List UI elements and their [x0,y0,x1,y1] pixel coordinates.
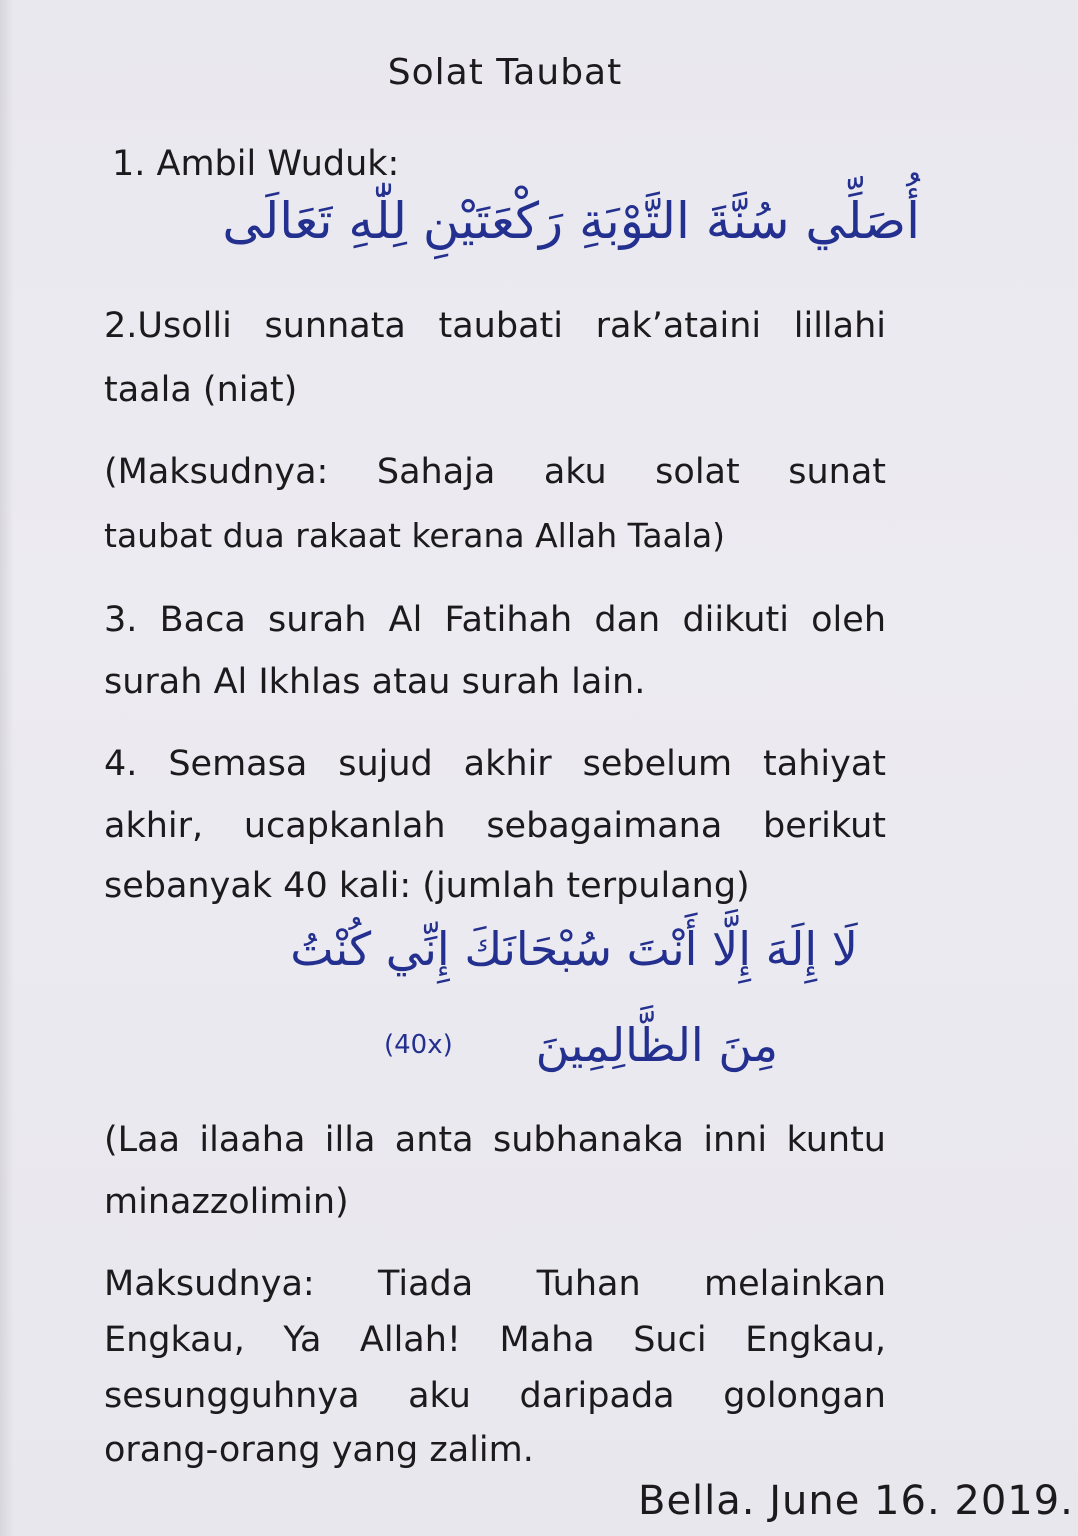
step-1: 1. Ambil Wuduk: [112,144,400,184]
step-4-line-3: sebanyak 40 kali: (jumlah terpulang) [104,866,750,906]
arabic-doa-line-2: مِنَ الظَّالِمِينَ [535,1018,778,1072]
meaning-1-line-2: taubat dua rakaat kerana Allah Taala) [104,516,726,555]
meaning-2-line-2: Engkau, Ya Allah! Maha Suci Engkau, [104,1320,886,1360]
paper-edge-shadow [0,0,14,1536]
step-2-line-1: 2.Usolli sunnata taubati rak’ataini lillahi [104,306,886,346]
step-4-line-2: akhir, ucapkanlah sebagaimana berikut [104,806,886,846]
meaning-1-line-1: (Maksudnya: Sahaja aku solat sunat [104,452,886,492]
step-3-line-1: 3. Baca surah Al Fatihah dan diikuti oleh [104,600,886,640]
step-4-line-1: 4. Semasa sujud akhir sebelum tahiyat [104,744,886,784]
step-2-line-2: taala (niat) [104,370,298,410]
translit-line-1: (Laa ilaaha illa anta subhanaka inni kuntu [104,1120,886,1160]
translit-line-2: minazzolimin) [104,1182,349,1222]
meaning-2-line-1: Maksudnya: Tiada Tuhan melainkan [104,1264,886,1304]
count-label: (40x) [384,1030,453,1060]
step-3-line-2: surah Al Ikhlas atau surah lain. [104,662,646,702]
arabic-doa-line-1: لَا إِلَهَ إِلَّا أَنْتَ سُبْحَانَكَ إِنِّي كُنْتُ [290,922,858,976]
arabic-niat: أُصَلِّي سُنَّةَ التَّوْبَةِ رَكْعَتَيْنِ لِلّٰهِ تَعَالَى [222,192,920,250]
page-title: Solat Taubat [387,52,623,93]
signature-date: Bella. June 16. 2019. [638,1478,1074,1524]
meaning-2-line-4: orang-orang yang zalim. [104,1430,534,1470]
meaning-2-line-3: sesungguhnya aku daripada golongan [104,1376,886,1416]
